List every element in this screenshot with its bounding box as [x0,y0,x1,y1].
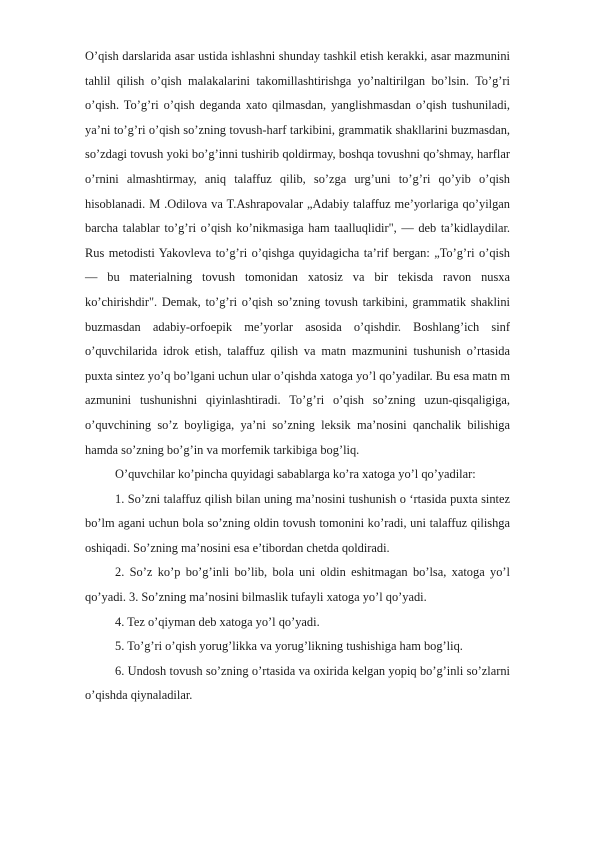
list-item-4: 4. Tez o’qiyman deb xatoga yo’l qo’yadi. [115,614,320,629]
list-item-1: 1. So’zni talaffuz qilish bilan uning ma’nosini tushunish o ‘rtasida puxta sintez bo’lm agani uchun bola so’zning oldin tovush tomonini ko’radi, uni talaffuz qilishga oshiqadi. So’zning ma’nosini esa e’tibordan chetda qoldiradi. [85,491,510,555]
list-item-5: 5. To’g’ri o’qish yorug’likka va yorug’likning tushishiga ham bog’liq. [115,639,463,654]
list-item-2-3: 2. So’z ko’p bo’g’inli bo’lib, bola uni oldin eshitmagan bo’lsa, xatoga yo’l qo’yadi. 3. So’zning ma’nosini bilmaslik tufayli xatoga yo’l qo’yadi. [85,565,510,605]
list-item-6: 6. Undosh tovush so’zning o’rtasida va oxirida kelgan yopiq bo’g’inli so’zlarni o’qishda qiynaladilar. [85,663,510,703]
paragraph-causes-heading: O’quvchilar ko’pincha quyidagi sabablarga ko’ra xatoga yo’l qo’yadilar: [115,467,476,482]
paragraph-intro: O’qish darslarida asar ustida ishlashni shunday tashkil etish kerakki, asar mazmunini tahlil qilish o’qish malakalarini takomillashtirishga yo’naltirilgan bo’lsin. To’g’ri o’qish. To’g’ri o’qish deganda xato qilmasdan, yanglishmasdan o’qish tushuniladi, ya’ni to’g’ri o’qish so’zning tovush-harf tarkibini, grammatik shakllarini buzmasdan, so’zdagi tovush yoki bo’g’inni tushirib qoldirmay, boshqa tovushni qo’shmay, harflar o’rnini almashtirmay, aniq talaffuz qilib, so’zga urg’uni to’g’ri qo’yib o’qish hisoblanadi. M .Odilova va T.Ashrapovalar „Adabiy talaffuz me’yorlariga qo’yilgan barcha talablar to’g’ri o’qish ko’nikmasiga ham taalluqlidir", — deb ta’kidlaydilar. Rus metodisti Yakovleva to’g’ri o’qishga quyidagicha ta’rif bergan: „To’g’ri o’qish — bu materialning tovush tomonidan xatosiz va bir tekisda ravon nusxa ko’chirishdir". Demak, to’g’ri o’qish so’zning tovush tarkibini, grammatik shaklini buzmasdan adabiy-orfoepik me’yorlar asosida o’qishdir. Boshlang’ich sinf o’quvchilarida idrok etish, talaffuz qilish va matn mazmunini tushunish o’rtasida puxta sintez yo’q bo’lgani uchun ular o’qishda xatoga yo’l qo’yadilar. Bu esa matn m azmunini tushunishni qiyinlashtiradi. To’g’ri o’qish so’zning uzun-qisqaligiga, o’quvchining so’z boyligiga, ya’ni so’zning leksik ma’nosini qanchalik bilishiga hamda so’zning bo’g’in va morfemik tarkibiga bog’liq. [85,49,510,457]
document-body [85,44,510,708]
